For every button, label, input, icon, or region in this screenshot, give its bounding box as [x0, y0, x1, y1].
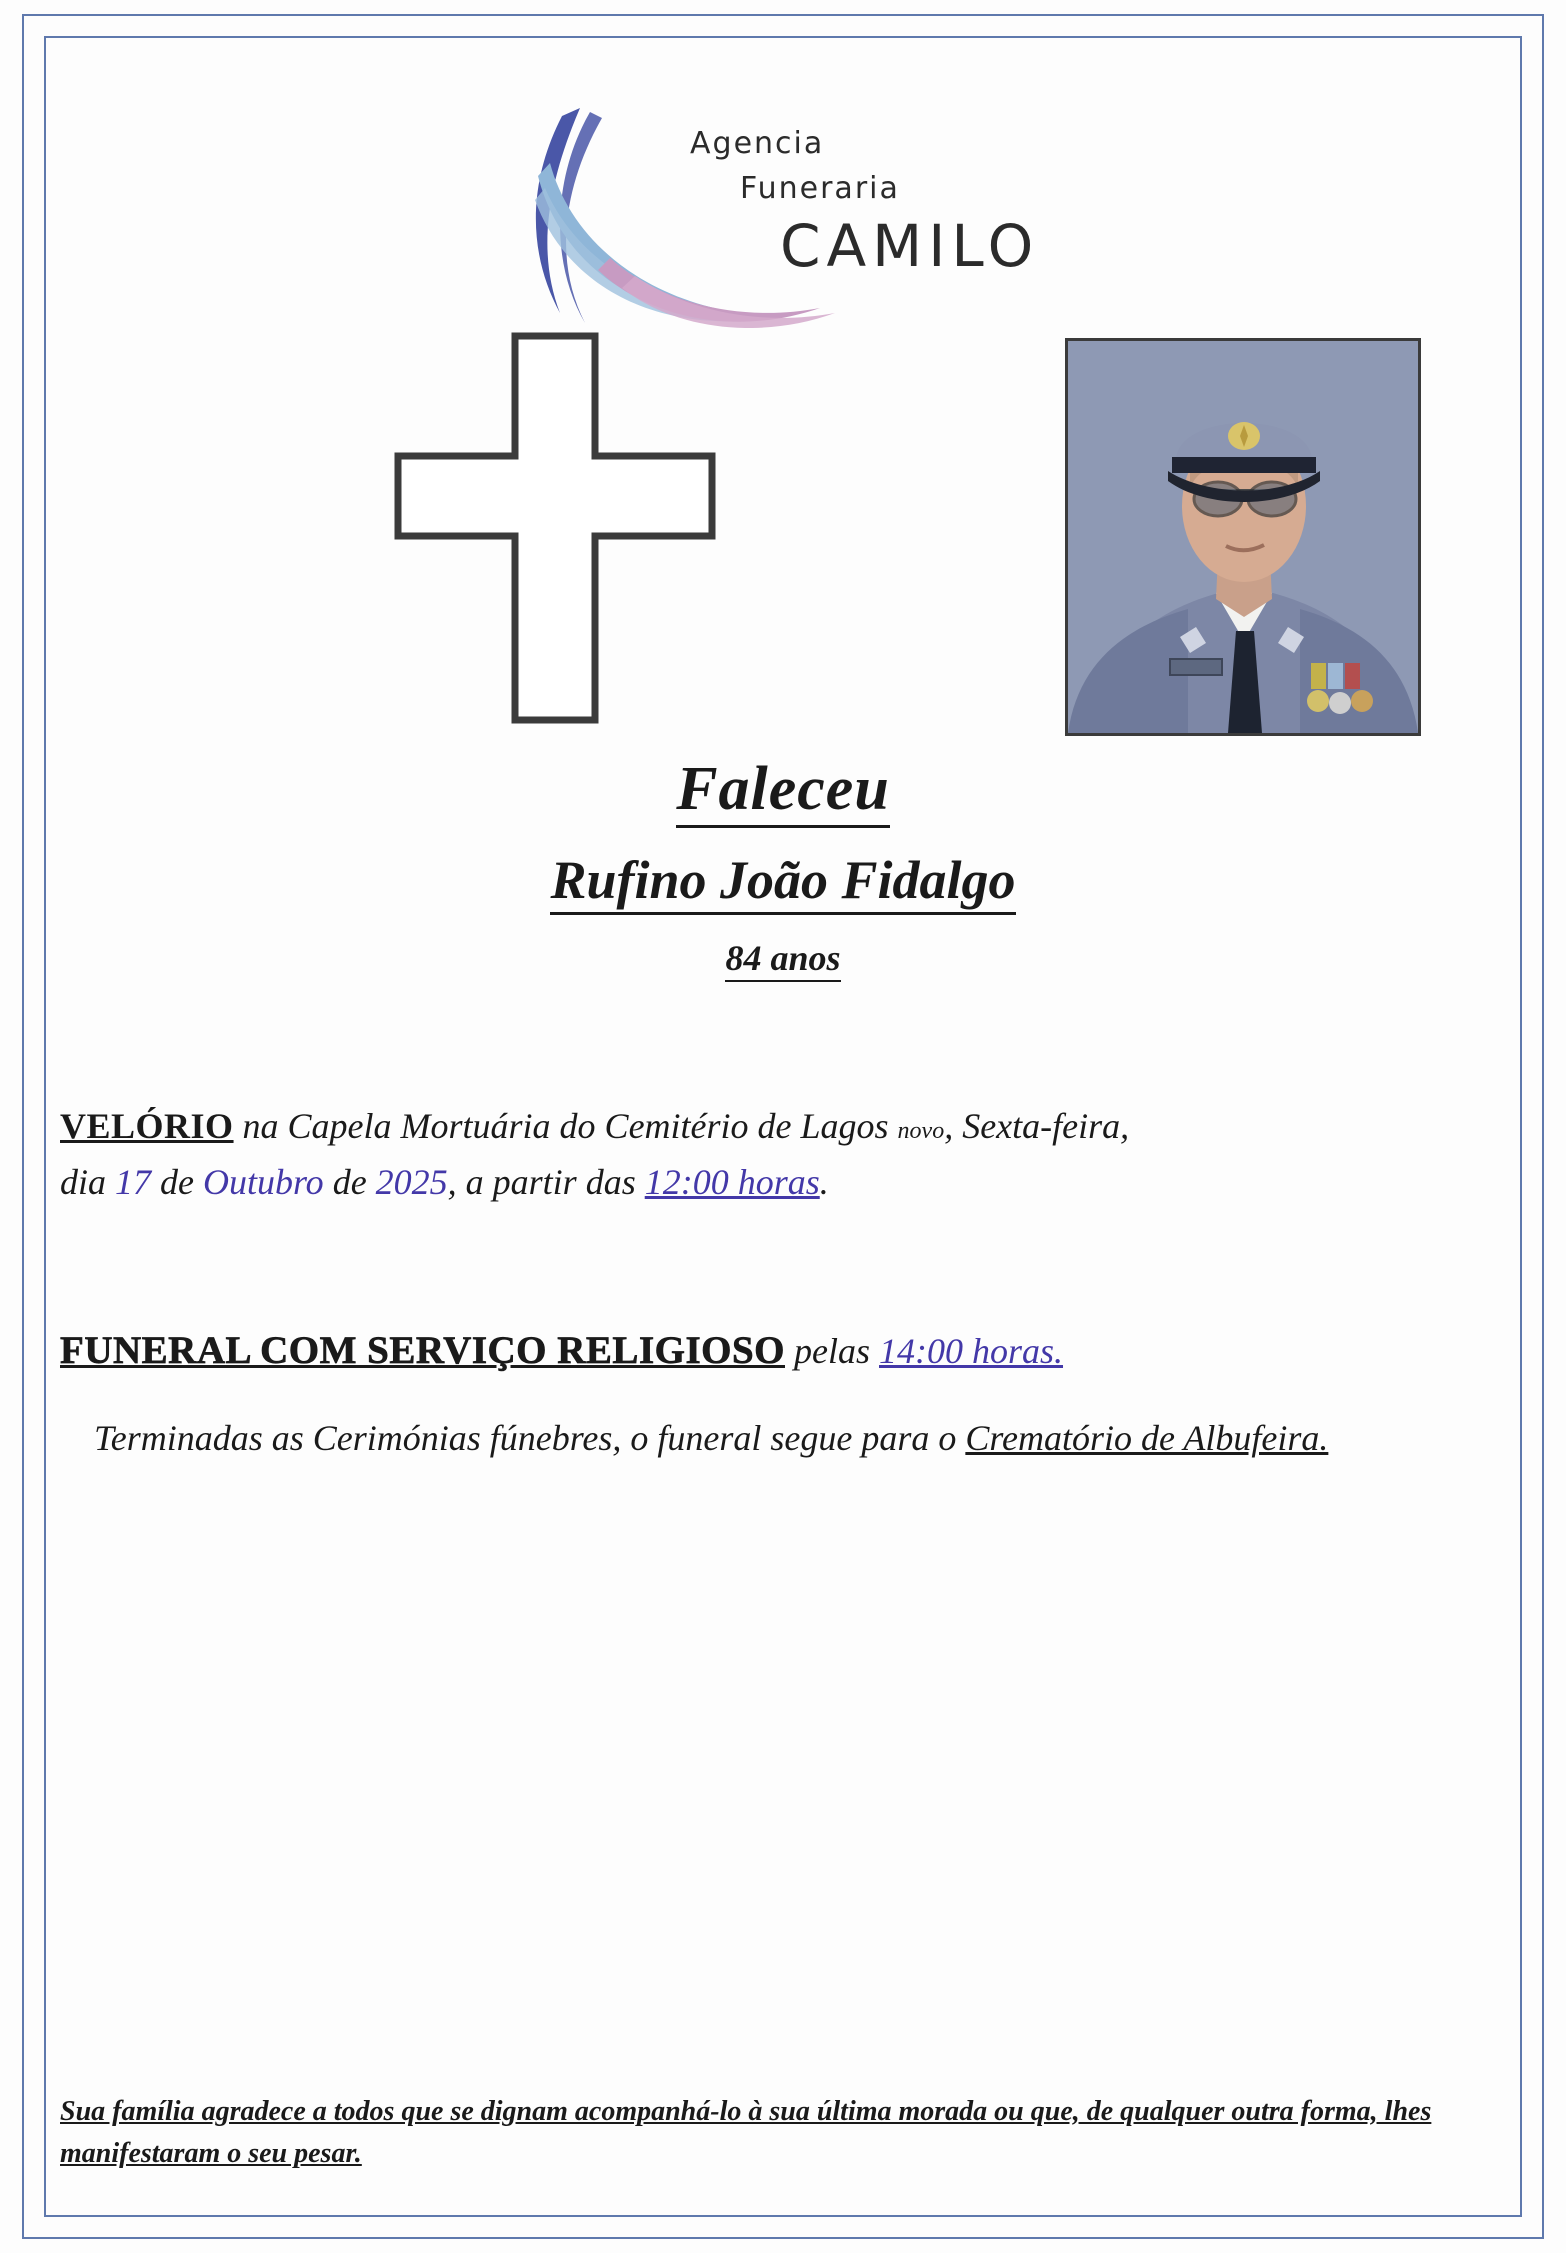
deceased-name: Rufino João Fidalgo: [60, 849, 1506, 911]
page-title: Faleceu: [60, 754, 1506, 825]
portrait-image: [1068, 341, 1418, 733]
funeral-after-text: Terminadas as Cerimónias fúnebres, o funeral segue para o: [94, 1418, 966, 1459]
wake-text-1: na Capela Mortuária do Cemitério de Lagos: [233, 1106, 898, 1146]
wake-paragraph: [60, 1099, 1506, 1211]
wake-day: 17: [115, 1161, 152, 1202]
wake-small-word: novo: [897, 1118, 945, 1144]
wake-line2-c: de: [323, 1161, 376, 1202]
agency-line2: Funeraria: [740, 171, 900, 206]
wake-year: 2025: [375, 1161, 448, 1202]
funeral-destination: Crematório de Albufeira.: [965, 1418, 1329, 1459]
cross-icon: [390, 328, 720, 728]
wake-month: Outubro: [203, 1161, 324, 1202]
agency-line1: Agencia: [690, 126, 825, 161]
wake-text-2: , Sexta-feira,: [944, 1106, 1130, 1146]
agency-line3: CAMILO: [780, 212, 1040, 280]
deceased-photo: [1065, 338, 1421, 736]
deceased-age: 84 anos: [60, 937, 1506, 979]
wake-label: VELÓRIO: [60, 1106, 234, 1146]
funeral-text-1: pelas: [785, 1330, 879, 1371]
wake-time: 12:00 horas: [644, 1161, 820, 1202]
wake-line2-e: .: [819, 1161, 829, 1202]
family-thanks-note: Sua família agradece a todos que se dignam acompanhá-lo à sua última morada ou que, de qualquer outra forma, lhes manifestaram o seu pesar.: [60, 2096, 1432, 2169]
card-content: [60, 50, 1506, 2203]
wake-line2-b: de: [151, 1161, 203, 1202]
funeral-label: FUNERAL COM SERVIÇO RELIGIOSO: [60, 1328, 785, 1372]
wake-line2-a: dia: [60, 1161, 116, 1202]
agency-logo: [60, 78, 1506, 328]
funeral-time: 14:00 horas.: [879, 1330, 1064, 1371]
funeral-paragraph: [60, 1321, 1506, 1381]
cross-photo-row: [60, 328, 1506, 748]
wake-line2-d: , a partir das: [447, 1161, 645, 1202]
funeral-after-paragraph: [60, 1411, 1506, 1467]
